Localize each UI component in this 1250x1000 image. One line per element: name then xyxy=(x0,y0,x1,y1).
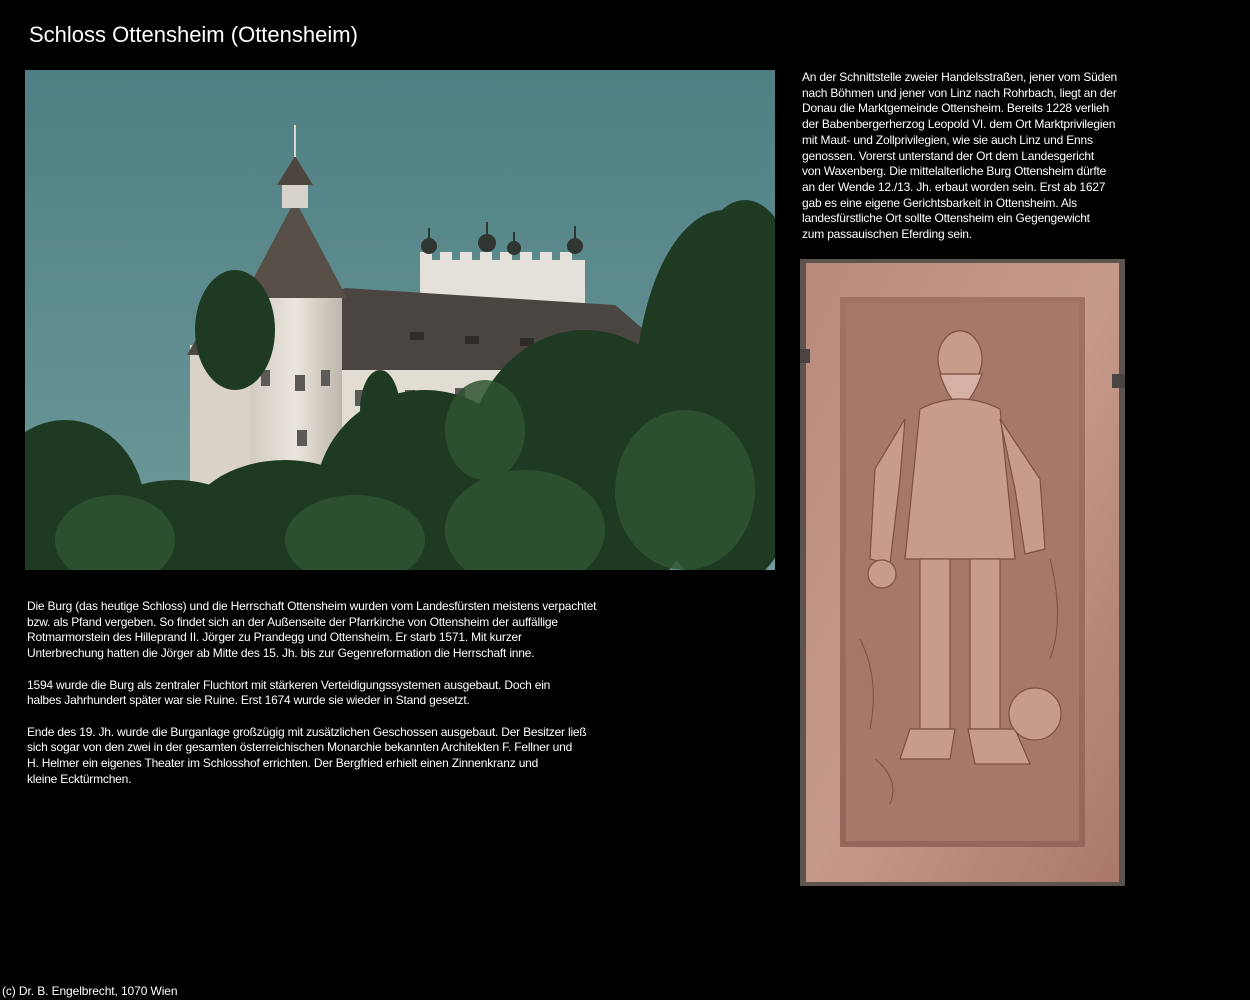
intro-line: mit Maut- und Zollprivilegien, wie sie auch Linz und Enns xyxy=(802,132,1093,147)
history-line: Unterbrechung hatten die Jörger ab Mitte des 15. Jh. bis zur Gegenreformation die Herrschaft inne. xyxy=(27,646,535,661)
intro-line: der Babenbergerherzog Leopold VI. dem Ort Marktprivilegien xyxy=(802,117,1116,132)
history-line: bzw. als Pfand vergeben. So findet sich an der Außenseite der Pfarrkirche von Ottensheim der auffällige xyxy=(27,614,558,629)
intro-line: von Waxenberg. Die mittelalterliche Burg Ottensheim dürfte xyxy=(802,164,1107,179)
history-line: H. Helmer ein eigenes Theater im Schlosshof errichten. Der Bergfried erhielt einen Zinnenkranz und xyxy=(27,756,539,770)
intro-line: an der Wende 12./13. Jh. erbaut worden sein. Erst ab 1627 xyxy=(802,179,1106,194)
history-line: Die Burg (das heutige Schloss) und die Herrschaft Ottensheim wurden vom Landesfürsten meistens verpachtet xyxy=(27,599,597,613)
history-line: halbes Jahrhundert später war sie Ruine. Erst 1674 wurde sie wieder in Stand gesetzt. xyxy=(27,693,470,708)
intro-line: gab es eine eigene Gerichtsbarkeit in Ottensheim. Als xyxy=(802,195,1077,210)
intro-line: nach Böhmen und jener von Linz nach Rohrbach, liegt an der xyxy=(802,85,1117,100)
history-paragraph xyxy=(27,725,637,788)
history-line: Rotmarmorstein des Hilleprand II. Jörger zu Prandegg und Ottensheim. Er starb 1571. Mit kurzer xyxy=(27,630,522,645)
intro-line: Donau die Marktgemeinde Ottensheim. Bereits 1228 verlieh xyxy=(802,101,1109,116)
copyright-footer: (c) Dr. B. Engelbrecht, 1070 Wien xyxy=(2,984,178,998)
history-paragraph xyxy=(27,599,637,662)
marble-relief-photo xyxy=(800,259,1125,886)
history-paragraph xyxy=(27,678,637,709)
intro-line: An der Schnittstelle zweier Handelsstraßen, jener vom Süden xyxy=(802,70,1118,84)
intro-line: genossen. Vorerst unterstand der Ort dem Landesgericht xyxy=(802,148,1095,163)
history-text xyxy=(27,599,637,787)
intro-text xyxy=(802,70,1142,243)
history-line: 1594 wurde die Burg als zentraler Fluchtort mit stärkeren Verteidigungssystemen ausgebaut. Doch ein xyxy=(27,677,551,692)
page-title: Schloss Ottensheim (Ottensheim) xyxy=(29,22,358,47)
castle-photo xyxy=(25,70,775,570)
intro-line: landesfürstliche Ort sollte Ottensheim ein Gegengewicht xyxy=(802,211,1090,226)
history-line: sich sogar von den zwei in der gesamten österreichischen Monarchie bekannten Architekten F. Fellner und xyxy=(27,740,573,755)
history-line: Ende des 19. Jh. wurde die Burganlage großzügig mit zusätzlichen Geschossen ausgebaut. Der Besitzer ließ xyxy=(27,724,587,739)
history-line: kleine Ecktürmchen. xyxy=(27,771,132,786)
intro-line: zum passauischen Eferding sein. xyxy=(802,227,972,242)
